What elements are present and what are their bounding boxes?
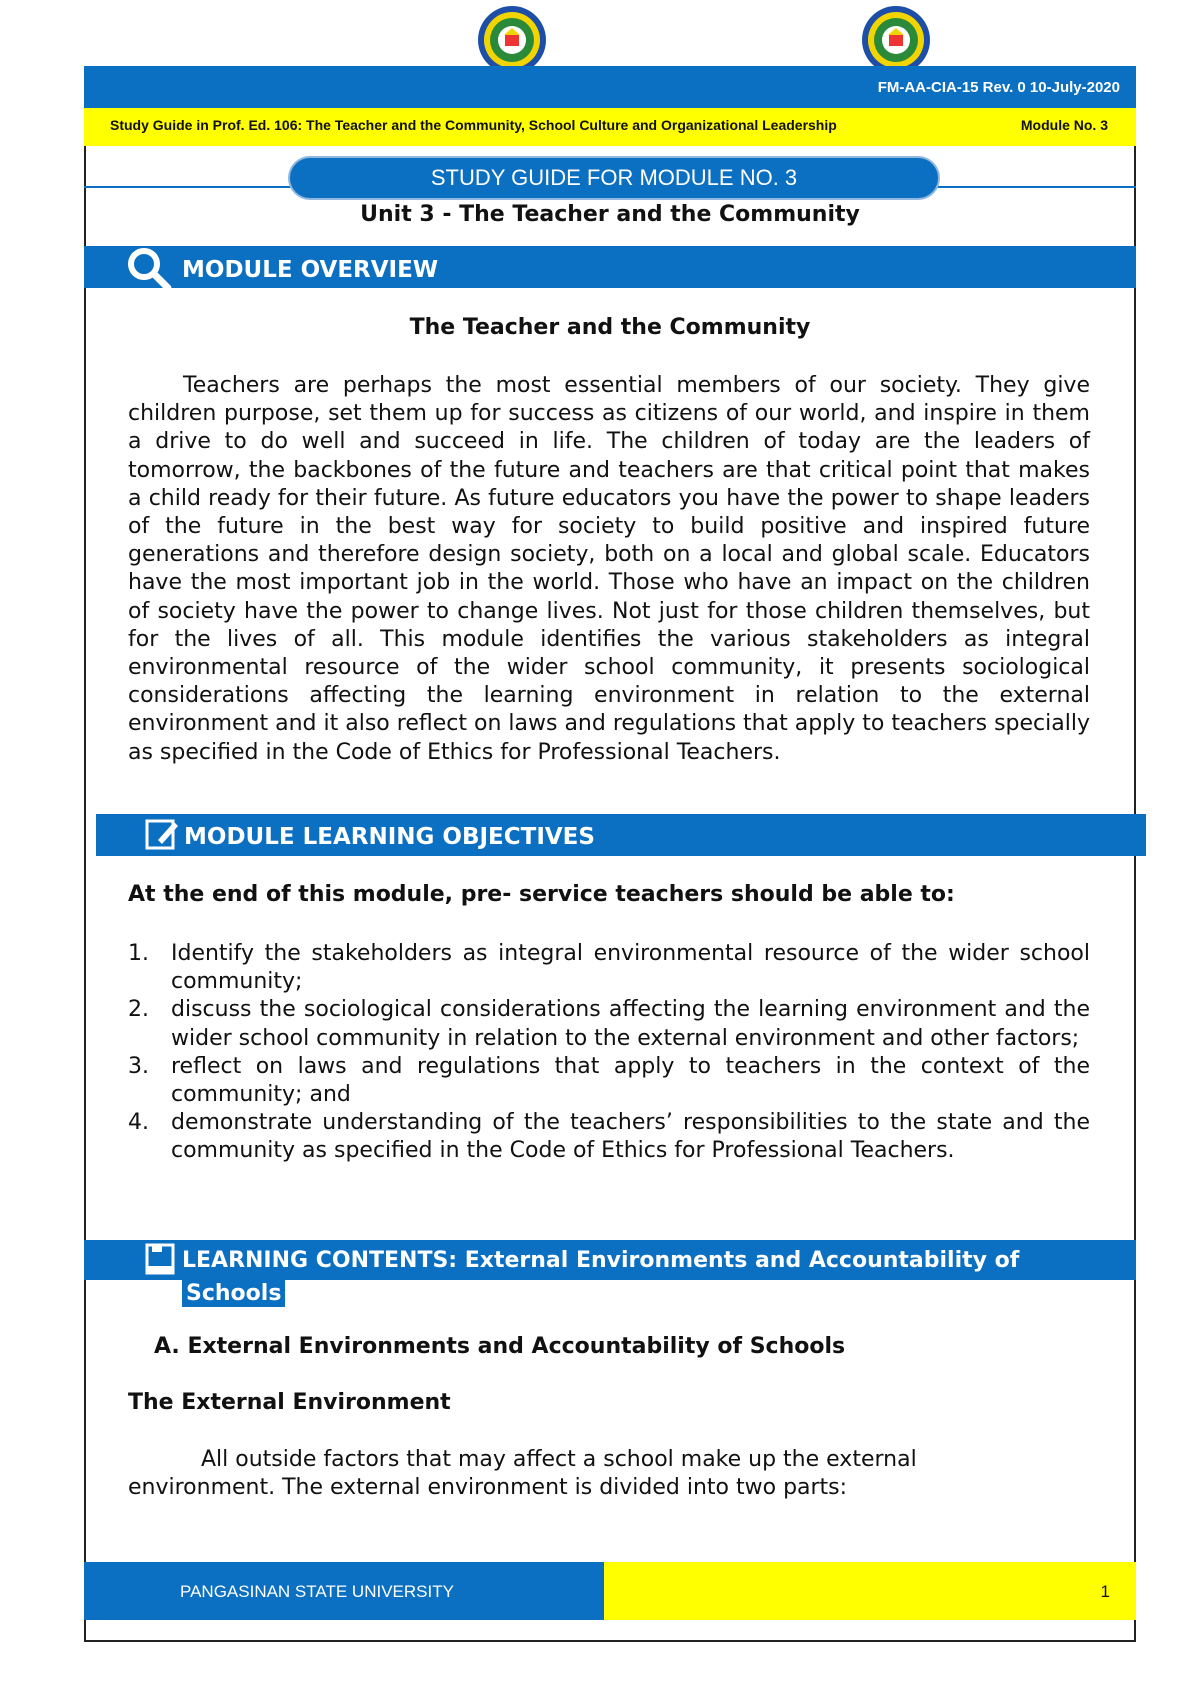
subject-bar [84, 108, 1136, 146]
objectives-bar [96, 814, 1146, 856]
list-item-number: 2. [128, 997, 149, 1023]
objectives-list [128, 940, 1090, 1166]
list-item-text: discuss the sociological considerations affecting the learning environment and the wider school community in relation to the external environment and other factors; [171, 997, 1090, 1051]
module-number: Module No. 3 [1020, 117, 1108, 133]
list-item-text: Identify the stakeholders as integral environmental resource of the wider school community; [171, 941, 1090, 995]
external-environment-body: All outside factors that may affect a school make up the external environment. The external environment is divided into two parts: [128, 1447, 917, 1501]
list-item-number: 3. [128, 1053, 149, 1079]
overview-body: Teachers are perhaps the most essential members of our society. They give children purpose, set them up for success as citizens of our world, and inspire in them a drive to do well and succeed in life. The children of today are the leaders of tomorrow, the backbones of the future and teachers are that critical point that makes a child ready for their future. As future educators you have the power to shape leaders of the future in the best way for society to build positive and inspired future generations and therefore design society, both on a local and global scale. Educators have the most important job in the world. Those who have an impact on the children of society have the power to change lives. Not just for those children themselves, but for the lives of all. This module identifies the various stakeholders as integral environmental resource of the wider school community, it presents sociological considerations affecting the learning environment in relation to the external environment and it also reflect on laws and regulations that apply to teachers specially as specified in the Code of Ethics for Professional Teachers. [128, 373, 1090, 765]
objectives-heading: MODULE LEARNING OBJECTIVES [184, 824, 595, 850]
form-code: FM-AA-CIA-15 Rev. 0 10-July-2020 [84, 66, 1136, 108]
overview-title: The Teacher and the Community [409, 315, 811, 340]
subject-title: Study Guide in Prof. Ed. 106: The Teacher and the Community, School Culture and Organizational Leadership [110, 117, 837, 133]
list-item [128, 1053, 1090, 1109]
external-environment-heading: The External Environment [128, 1390, 451, 1415]
footer-university: PANGASINAN STATE UNIVERSITY [84, 1562, 604, 1620]
learning-contents-heading-continued: Schools [182, 1280, 285, 1307]
learning-contents-bar [84, 1240, 1136, 1280]
objectives-intro: At the end of this module, pre- service teachers should be able to: [128, 882, 955, 907]
list-item-number: 1. [128, 941, 149, 966]
edit-icon [144, 816, 182, 858]
module-overview-bar [84, 246, 1136, 288]
list-item [128, 940, 1090, 996]
section-a-heading: A. External Environments and Accountability of Schools [154, 1334, 846, 1359]
list-item [128, 996, 1090, 1052]
learning-contents-heading: LEARNING CONTENTS: External Environments and Accountability of [182, 1248, 1020, 1273]
list-item-number: 4. [128, 1110, 149, 1136]
unit-title: Unit 3 - The Teacher and the Community [360, 202, 860, 227]
study-guide-pill: STUDY GUIDE FOR MODULE NO. 3 [288, 156, 940, 200]
list-item [128, 1109, 1090, 1165]
page-number: 1 [604, 1562, 1136, 1620]
magnifier-icon [124, 246, 174, 296]
document-icon [144, 1242, 178, 1282]
list-item-text: demonstrate understanding of the teachers’ responsibilities to the state and the community as specified in the Code of Ethics for Professional Teachers. [171, 1110, 1090, 1164]
module-overview-heading: MODULE OVERVIEW [182, 257, 439, 283]
list-item-text: reflect on laws and regulations that apply to teachers in the context of the community; and [171, 1053, 1090, 1108]
